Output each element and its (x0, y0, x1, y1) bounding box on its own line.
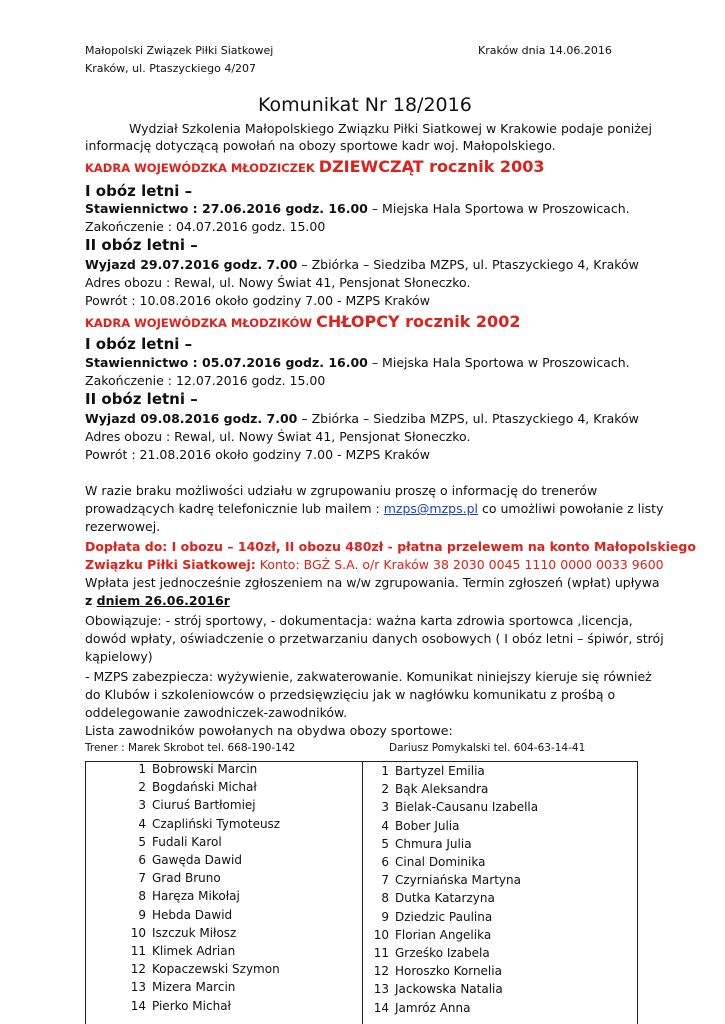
player-name: Czyrniańska Martyna (395, 873, 521, 888)
boys-camp2-address: Adres obozu : Rewal, ul. Nowy Świat 41, Pensjonat Słoneczko. (85, 429, 471, 444)
payment-line-4-pre: z (85, 593, 97, 608)
boys-list-row (122, 778, 362, 796)
player-name: Bober Julia (395, 818, 460, 833)
payment-line-1: Dopłata do: I obozu – 140zł, II obozu 480zł - płatna przelewem na konto Małopolskiego (85, 539, 696, 554)
player-name: Iszczuk Miłosz (152, 925, 237, 940)
player-name: Fudali Karol (152, 834, 222, 849)
intro-line-2: informację dotyczącą powołań na obozy sportowe kadr woj. Małopolskiego. (85, 138, 556, 153)
girls-camp1-start-rest: – Miejska Hala Sportowa w Proszowicach. (367, 201, 630, 216)
player-name: Florian Angelika (395, 927, 492, 942)
list-number: 5 (138, 834, 146, 849)
list-number: 8 (138, 889, 146, 904)
boys-kadra-heading (85, 312, 520, 331)
boys-camp1-start-bold: Stawiennictwo : 05.07.2016 godz. 16.00 (85, 355, 368, 370)
player-name: Chmura Julia (395, 836, 472, 851)
boys-camp2-title: II obóz letni – (85, 390, 198, 408)
list-number: 6 (138, 853, 146, 867)
boys-list (86, 762, 363, 1024)
girls-list-row (365, 889, 605, 907)
list-number: 13 (373, 982, 389, 997)
boys-camp1-end: Zakończenie : 12.07.2016 godz. 15.00 (85, 373, 326, 388)
list-number: 6 (381, 855, 389, 869)
boys-camp2-departure-rest: – Zbiórka – Siedziba MZPS, ul. Ptaszyckiego 4, Kraków (297, 411, 639, 426)
boys-list-row (122, 851, 362, 869)
place-date: Kraków dnia 14.06.2016 (478, 44, 612, 57)
boys-kadra-big: CHŁOPCY rocznik 2002 (316, 312, 521, 331)
girls-camp2-title: II obóz letni – (85, 236, 198, 254)
player-name: Grześko Izabela (395, 946, 490, 960)
girls-camp1-title: I obóz letni – (85, 182, 193, 200)
girls-list-row (365, 980, 605, 998)
payment-line-4 (85, 592, 230, 610)
boys-camp2-return: Powrót : 21.08.2016 około godziny 7.00 - MZPS Kraków (85, 447, 430, 462)
page-title: Komunikat Nr 18/2016 (258, 94, 472, 116)
girls-kadra-heading (85, 157, 544, 176)
player-name: Hebda Dawid (152, 907, 233, 922)
list-number: 11 (373, 946, 389, 960)
girls-list-row (365, 871, 605, 889)
player-name: Cinal Dominika (395, 855, 486, 869)
boys-camp1-start (85, 354, 630, 372)
player-name: Kopaczewski Szymon (152, 962, 280, 977)
player-name: Bielak-Causanu Izabella (395, 800, 539, 815)
list-number: 8 (381, 891, 389, 906)
boys-list-row (122, 906, 362, 924)
list-number: 10 (130, 925, 146, 940)
list-number: 9 (381, 909, 389, 924)
obligations-line-4: - MZPS zabezpiecza: wyżywienie, zakwaterowanie. Komunikat niniejszy kieruje się również (85, 669, 652, 684)
player-name: Jamróz Anna (395, 1000, 471, 1015)
player-name: Haręza Mikołaj (152, 889, 240, 904)
list-number: 5 (381, 836, 389, 851)
list-number: 13 (130, 980, 146, 995)
player-name: Czapliński Tymoteusz (152, 816, 281, 831)
list-number: 10 (373, 927, 389, 942)
list-number: 7 (138, 871, 146, 886)
player-name: Klimek Adrian (152, 944, 236, 958)
player-name: Ciuruś Bartłomiej (152, 798, 256, 813)
player-name: Jackowska Natalia (395, 982, 503, 997)
obligations-line-1: Obowiązuje: - strój sportowy, - dokumentacja: ważna karta zdrowia sportowca ,licencja, (85, 613, 633, 628)
list-number: 9 (138, 907, 146, 922)
obligations-line-3: kąpielowy) (85, 649, 153, 664)
boys-list-row (122, 960, 362, 978)
boys-list-row (122, 796, 362, 814)
obligations-line-6: oddelegowanie zawodniczek-zawodników. (85, 705, 348, 720)
girls-list-row (365, 926, 605, 944)
girls-list-row (365, 762, 605, 780)
boys-camp2-departure-bold: Wyjazd 09.08.2016 godz. 7.00 (85, 411, 298, 426)
payment-line-2-bold: Związku Piłki Siatkowej: (85, 557, 256, 572)
list-number: 4 (381, 818, 389, 833)
list-number: 2 (138, 780, 146, 795)
email-link[interactable]: mzps@mzps.pl (383, 501, 479, 516)
girls-list-row (365, 853, 605, 871)
player-name: Bąk Aleksandra (395, 782, 489, 797)
girls-list-row (365, 817, 605, 835)
obligations-line-2: dowód wpłaty, oświadczenie o przetwarzaniu danych osobowych ( I obóz letni – śpiwór, strój (85, 631, 664, 646)
girls-list-row (365, 962, 605, 980)
list-number: 3 (381, 800, 389, 815)
players-table (85, 761, 638, 1024)
list-number: 1 (381, 764, 389, 778)
girls-camp1-end: Zakończenie : 04.07.2016 godz. 15.00 (85, 219, 326, 234)
payment-line-3: Wpłata jest jednocześnie zgłoszeniem na w/w zgrupowania. Termin zgłoszeń (wpłat) upływa (85, 575, 660, 590)
org-name: Małopolski Związek Piłki Siatkowej (85, 44, 274, 57)
player-name: Dutka Katarzyna (395, 891, 495, 906)
girls-list-row (365, 999, 605, 1017)
player-name: Grad Bruno (152, 871, 221, 886)
payment-line-2 (85, 556, 664, 574)
payment-line-2-account: Konto: BGŻ S.A. o/r Kraków 38 2030 0045 1110 0000 0033 9600 (255, 557, 664, 572)
list-number: 7 (381, 873, 389, 888)
boys-list-row (122, 942, 362, 960)
notice-line-2 (85, 500, 663, 518)
boys-camp1-start-rest: – Miejska Hala Sportowa w Proszowicach. (367, 355, 630, 370)
girls-camp2-departure-rest: – Zbiórka – Siedziba MZPS, ul. Ptaszyckiego 4, Kraków (297, 257, 639, 272)
notice-line-2-pre: prowadzących kadrę telefonicznie lub mailem : (85, 501, 384, 516)
obligations-line-5: do Klubów i szkoleniowców o przedsięwzięciu jak w nagłówku komunikatu z prośbą o (85, 687, 616, 702)
obligations-line-7: Lista zawodników powołanych na obydwa obozy sportowe: (85, 723, 453, 738)
player-name: Gawęda Dawid (152, 853, 242, 867)
girls-list (362, 762, 639, 1024)
org-address: Kraków, ul. Ptaszyckiego 4/207 (85, 62, 257, 75)
player-name: Dziedzic Paulina (395, 909, 493, 924)
notice-line-1: W razie braku możliwości udziału w zgrupowaniu proszę o informację do trenerów (85, 483, 598, 498)
boys-list-row (122, 869, 362, 887)
girls-list-row (365, 780, 605, 798)
player-name: Mizera Marcin (152, 980, 236, 995)
trainer-right: Dariusz Pomykalski tel. 604-63-14-41 (389, 742, 586, 754)
player-name: Bartyzel Emilia (395, 764, 485, 778)
list-number: 4 (138, 816, 146, 831)
girls-kadra-small: KADRA WOJEWÓDZKA MŁODZICZEK (85, 161, 319, 175)
boys-kadra-small: KADRA WOJEWÓDZKA MŁODZIKÓW (85, 316, 317, 330)
boys-camp1-title: I obóz letni – (85, 335, 193, 353)
notice-line-2-post: co umożliwi powołanie z listy (478, 501, 664, 516)
list-number: 12 (130, 962, 146, 977)
notice-line-3: rezerwowej. (85, 519, 161, 534)
girls-camp2-address: Adres obozu : Rewal, ul. Nowy Świat 41, Pensjonat Słoneczko. (85, 275, 471, 290)
boys-list-row (122, 815, 362, 833)
list-number: 11 (130, 944, 146, 958)
list-number: 1 (138, 762, 146, 776)
girls-camp1-start-bold: Stawiennictwo : 27.06.2016 godz. 16.00 (85, 201, 368, 216)
girls-list-row (365, 835, 605, 853)
girls-list-row (365, 944, 605, 962)
trainer-left: Trener : Marek Skrobot tel. 668-190-142 (85, 742, 296, 754)
player-name: Horoszko Kornelia (395, 964, 502, 979)
list-number: 12 (373, 964, 389, 979)
girls-kadra-big: DZIEWCZĄT rocznik 2003 (318, 157, 545, 176)
girls-camp2-return: Powrót : 10.08.2016 około godziny 7.00 - MZPS Kraków (85, 293, 430, 308)
payment-deadline: dniem 26.06.2016r (96, 593, 230, 608)
boys-list-row (122, 997, 362, 1015)
list-number: 14 (130, 998, 146, 1013)
girls-list-row (365, 798, 605, 816)
list-number: 3 (138, 798, 146, 813)
boys-camp2-departure (85, 410, 639, 428)
boys-list-row (122, 924, 362, 942)
list-number: 2 (381, 782, 389, 797)
girls-camp1-start (85, 200, 630, 218)
boys-list-row (122, 887, 362, 905)
intro-line-1: Wydział Szkolenia Małopolskiego Związku Piłki Siatkowej w Krakowie podaje poniżej (129, 121, 652, 136)
girls-list-row (365, 908, 605, 926)
list-number: 14 (373, 1000, 389, 1015)
girls-camp2-departure (85, 256, 639, 274)
boys-list-row (122, 833, 362, 851)
player-name: Bobrowski Marcin (152, 762, 258, 776)
boys-list-row (122, 760, 362, 778)
boys-list-row (122, 978, 362, 996)
player-name: Bogdański Michał (152, 780, 257, 795)
player-name: Pierko Michał (152, 998, 231, 1013)
girls-camp2-departure-bold: Wyjazd 29.07.2016 godz. 7.00 (85, 257, 298, 272)
